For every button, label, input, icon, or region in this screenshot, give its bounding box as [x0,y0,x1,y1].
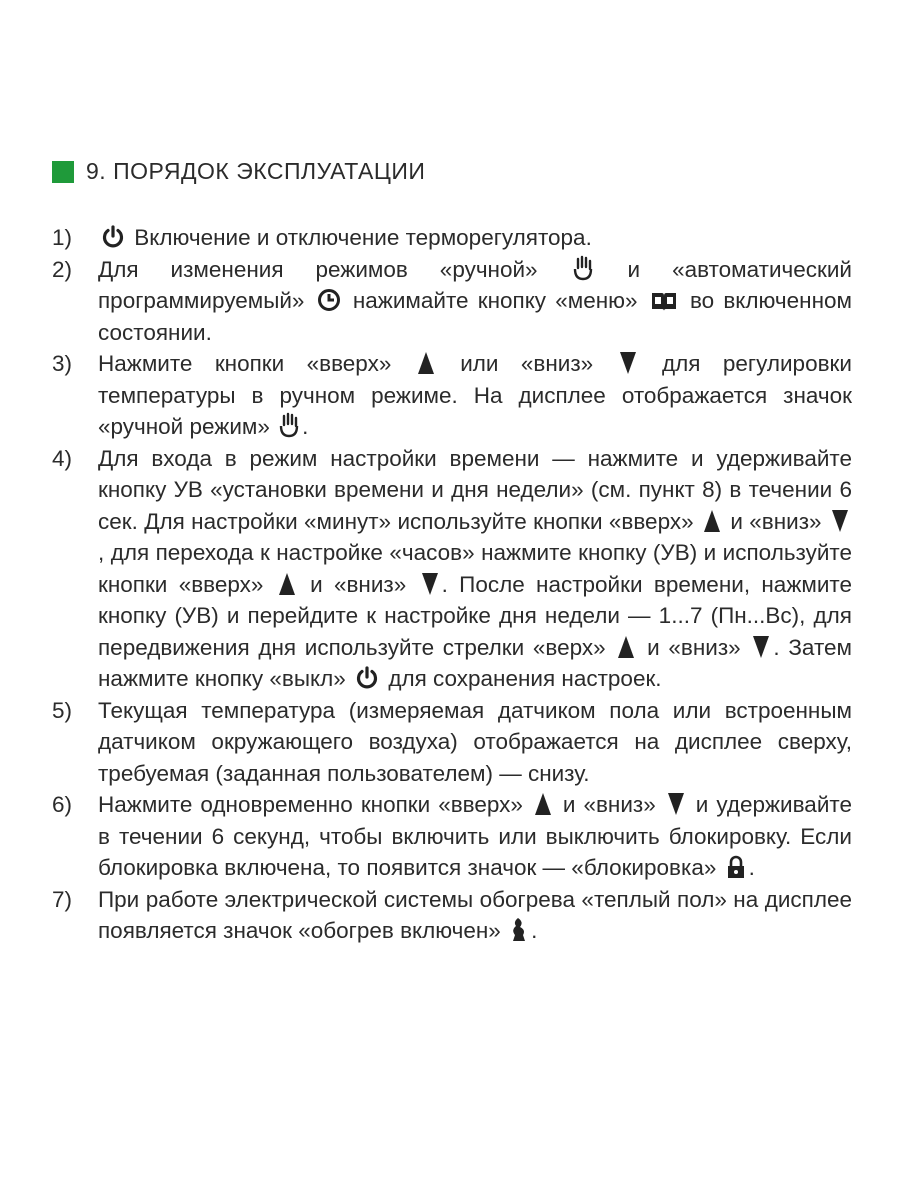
arrow-up-icon [278,572,296,596]
item-number: 2) [52,256,73,282]
lock-icon [726,855,746,879]
arrow-down-icon [667,792,685,816]
section-header [52,158,425,185]
arrow-down-icon [831,509,849,533]
hand-icon [573,255,593,281]
arrow-up-icon [534,792,552,816]
item-text: Для изменения режимов «ручной» и «автоматический программируемый» нажимайте кнопку «меню» во включенном состоянии. [98,256,852,345]
item-number: 6) [52,792,73,817]
list-item [52,348,852,443]
hand-icon [279,412,299,438]
list-item [52,222,852,254]
item-text: Нажмите одновременно кнопки «вверх» и «вниз» и удерживайте в течении 6 секунд, чтобы включить или выключить блокировку. Если блокировка включена, то появится значок — «блокировка» . [98,792,852,880]
arrow-down-icon [619,351,637,375]
item-text: При работе электрической системы обогрева «теплый пол» на дисплее появляется значок «обогрев включен» . [98,886,852,943]
item-number: 5) [52,697,73,723]
list-item [52,884,852,947]
section-title: 9. ПОРЯДОК ЭКСПЛУАТАЦИИ [86,158,426,184]
item-text: Текущая температура (измеряемая датчиком пола или встроенным датчиком окружающего воздуха) отображается на дисплее сверху, требуемая (заданная пользователем) — снизу. [98,697,852,786]
arrow-down-icon [421,572,439,596]
item-text: Включение и отключение терморегулятора. [98,222,852,254]
arrow-up-icon [417,351,435,375]
power-icon [355,666,379,690]
item-number: 3) [52,351,73,376]
section-marker [52,161,74,183]
arrow-down-icon [752,635,770,659]
heating-icon [510,916,528,942]
item-number: 4) [52,445,73,471]
clock-icon [317,288,341,312]
item-number: 7) [52,886,73,912]
item-text: Для входа в режим настройки времени — нажмите и удерживайте кнопку УВ «установки времени и дня недели» (см. пункт 8) в течении 6 сек. Для настройки «минут» используйте кнопки «вверх» и «вниз» , для перехода к настройке «часов» нажмите кнопку (УВ) и используйте кнопки «вверх» и «вниз» . После настройки времени, нажмите кнопку (УВ) и перейдите к настройке дня недели — 1...7 (Пн...Вс), для передвижения дня используйте стрелки «верх» и «вниз» . Затем нажмите кнопку «выкл» для сохранения настроек. [98,445,852,691]
arrow-up-icon [703,509,721,533]
list-item [52,443,852,695]
list-item [52,789,852,884]
instruction-list [52,222,852,947]
power-icon [101,225,125,249]
list-item [52,695,852,790]
book-icon [650,290,678,312]
arrow-up-icon [617,635,635,659]
item-number: 1) [52,225,73,250]
list-item [52,254,852,349]
item-text: Нажмите кнопки «вверх» или «вниз» для регулировки температуры в ручном режиме. На дисплее отображается значок «ручной режим» . [98,351,852,439]
